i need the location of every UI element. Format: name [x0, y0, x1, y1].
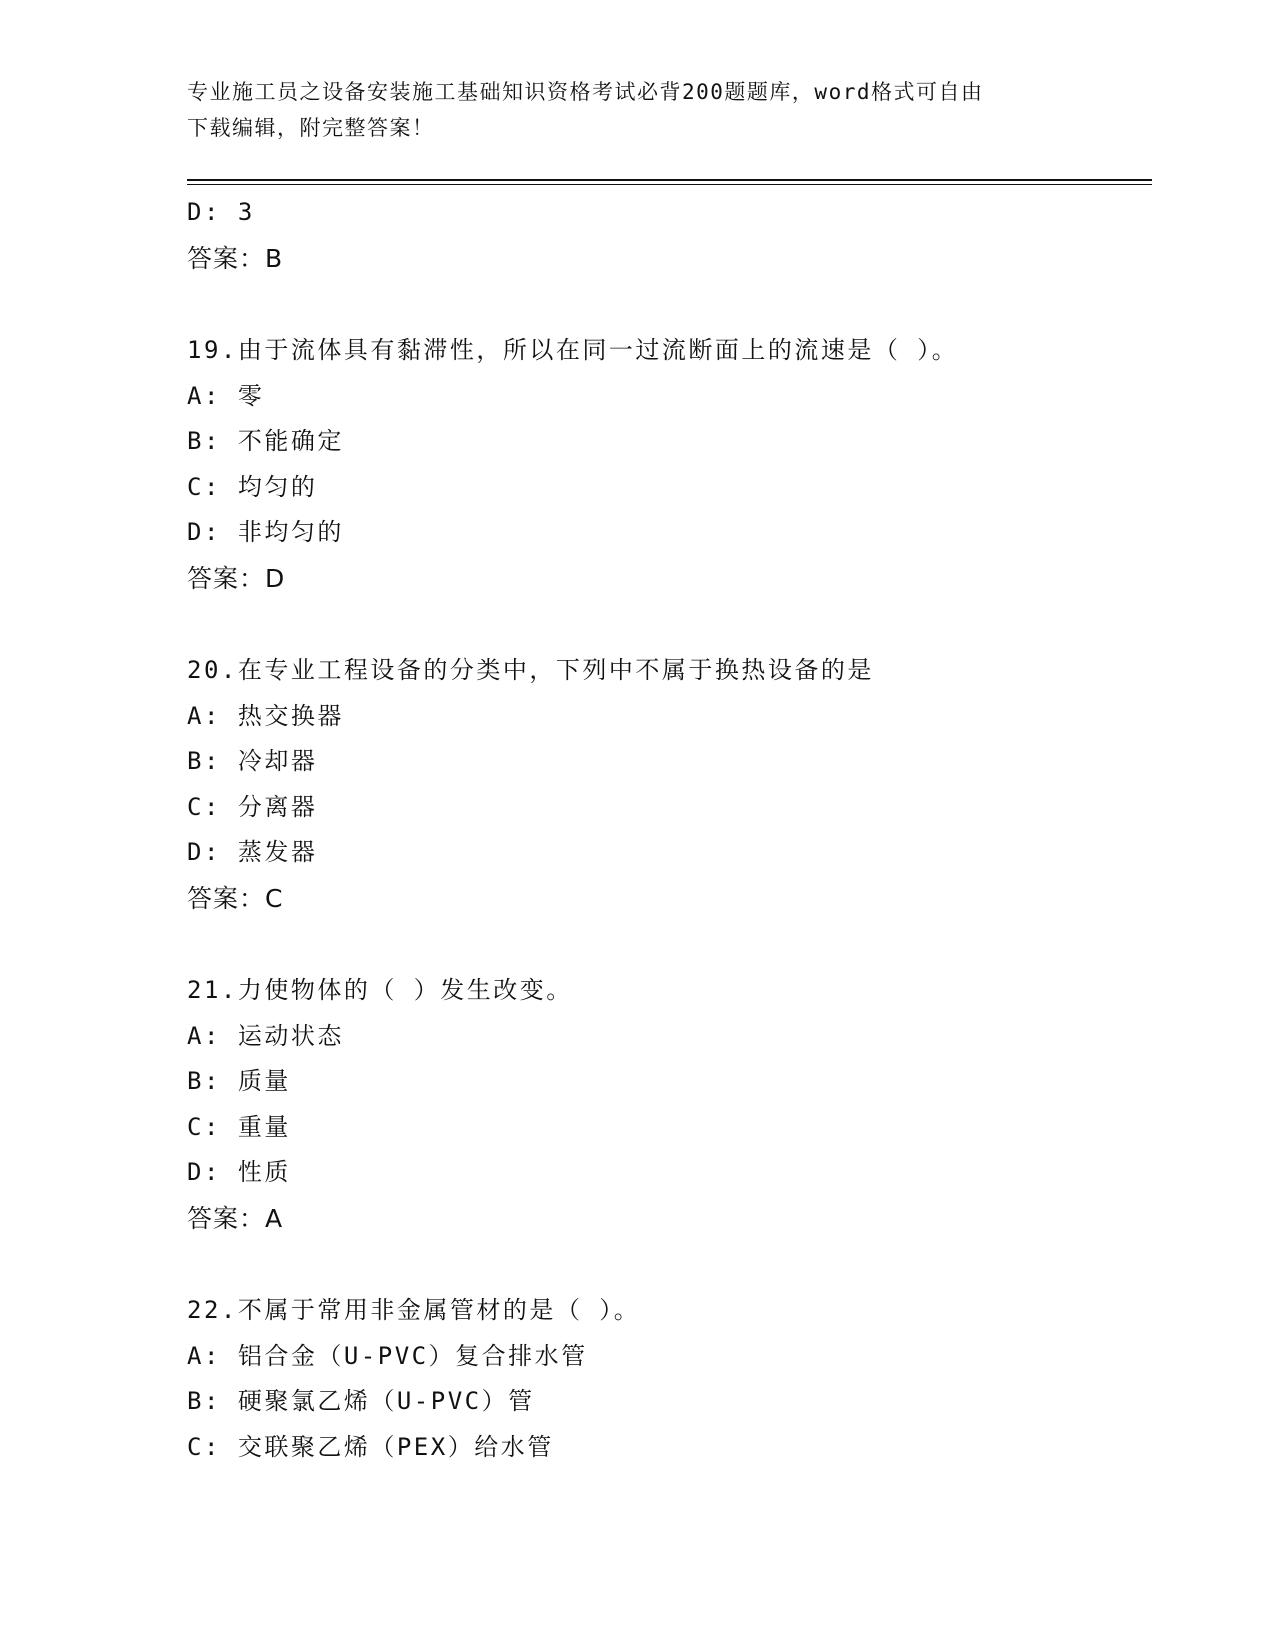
header-line-2: 下载编辑，附完整答案！	[187, 116, 435, 140]
question-20	[187, 648, 1152, 921]
option-d: D: 性质	[187, 1158, 291, 1186]
option-a: A: 热交换器	[187, 701, 344, 730]
option-b: B: 硬聚氯乙烯（U-PVC）管	[187, 1387, 535, 1415]
spacer	[187, 921, 1152, 968]
option-d: D: 蒸发器	[187, 838, 318, 866]
header-divider-thick	[187, 179, 1152, 181]
page-header	[187, 74, 1087, 146]
question-stem: 19.由于流体具有黏滞性，所以在同一过流断面上的流速是（ ）。	[187, 336, 959, 364]
question-stem: 20.在专业工程设备的分类中，下列中不属于换热设备的是	[187, 656, 874, 684]
option-a: A: 运动状态	[187, 1021, 344, 1050]
question-21	[187, 968, 1152, 1241]
option-d-previous: D: 3	[187, 198, 255, 226]
question-content	[187, 190, 1152, 1470]
option-a: A: 铝合金（U-PVC）复合排水管	[187, 1341, 588, 1370]
spacer	[187, 1241, 1152, 1288]
question-stem: 21.力使物体的（ ）发生改变。	[187, 976, 573, 1004]
question-22	[187, 1288, 1152, 1470]
answer-previous: 答案：B	[187, 243, 284, 273]
option-c: C: 交联聚乙烯（PEX）给水管	[187, 1432, 554, 1461]
option-c: C: 分离器	[187, 792, 318, 821]
option-b: B: 冷却器	[187, 747, 318, 775]
option-c: C: 均匀的	[187, 472, 318, 501]
option-a: A: 零	[187, 381, 265, 410]
header-line-1: 专业施工员之设备安装施工基础知识资格考试必背200题题库，word格式可自由	[187, 80, 984, 104]
answer: 答案：C	[187, 883, 284, 913]
spacer	[187, 601, 1152, 648]
question-stem: 22.不属于常用非金属管材的是（ ）。	[187, 1296, 641, 1324]
header-divider-thin	[187, 184, 1152, 185]
answer: 答案：A	[187, 1203, 284, 1233]
option-c: C: 重量	[187, 1112, 291, 1141]
option-b: B: 质量	[187, 1067, 291, 1095]
option-d: D: 非均匀的	[187, 518, 344, 546]
spacer	[187, 281, 1152, 328]
answer: 答案：D	[187, 563, 286, 593]
question-19	[187, 328, 1152, 601]
option-b: B: 不能确定	[187, 427, 344, 455]
